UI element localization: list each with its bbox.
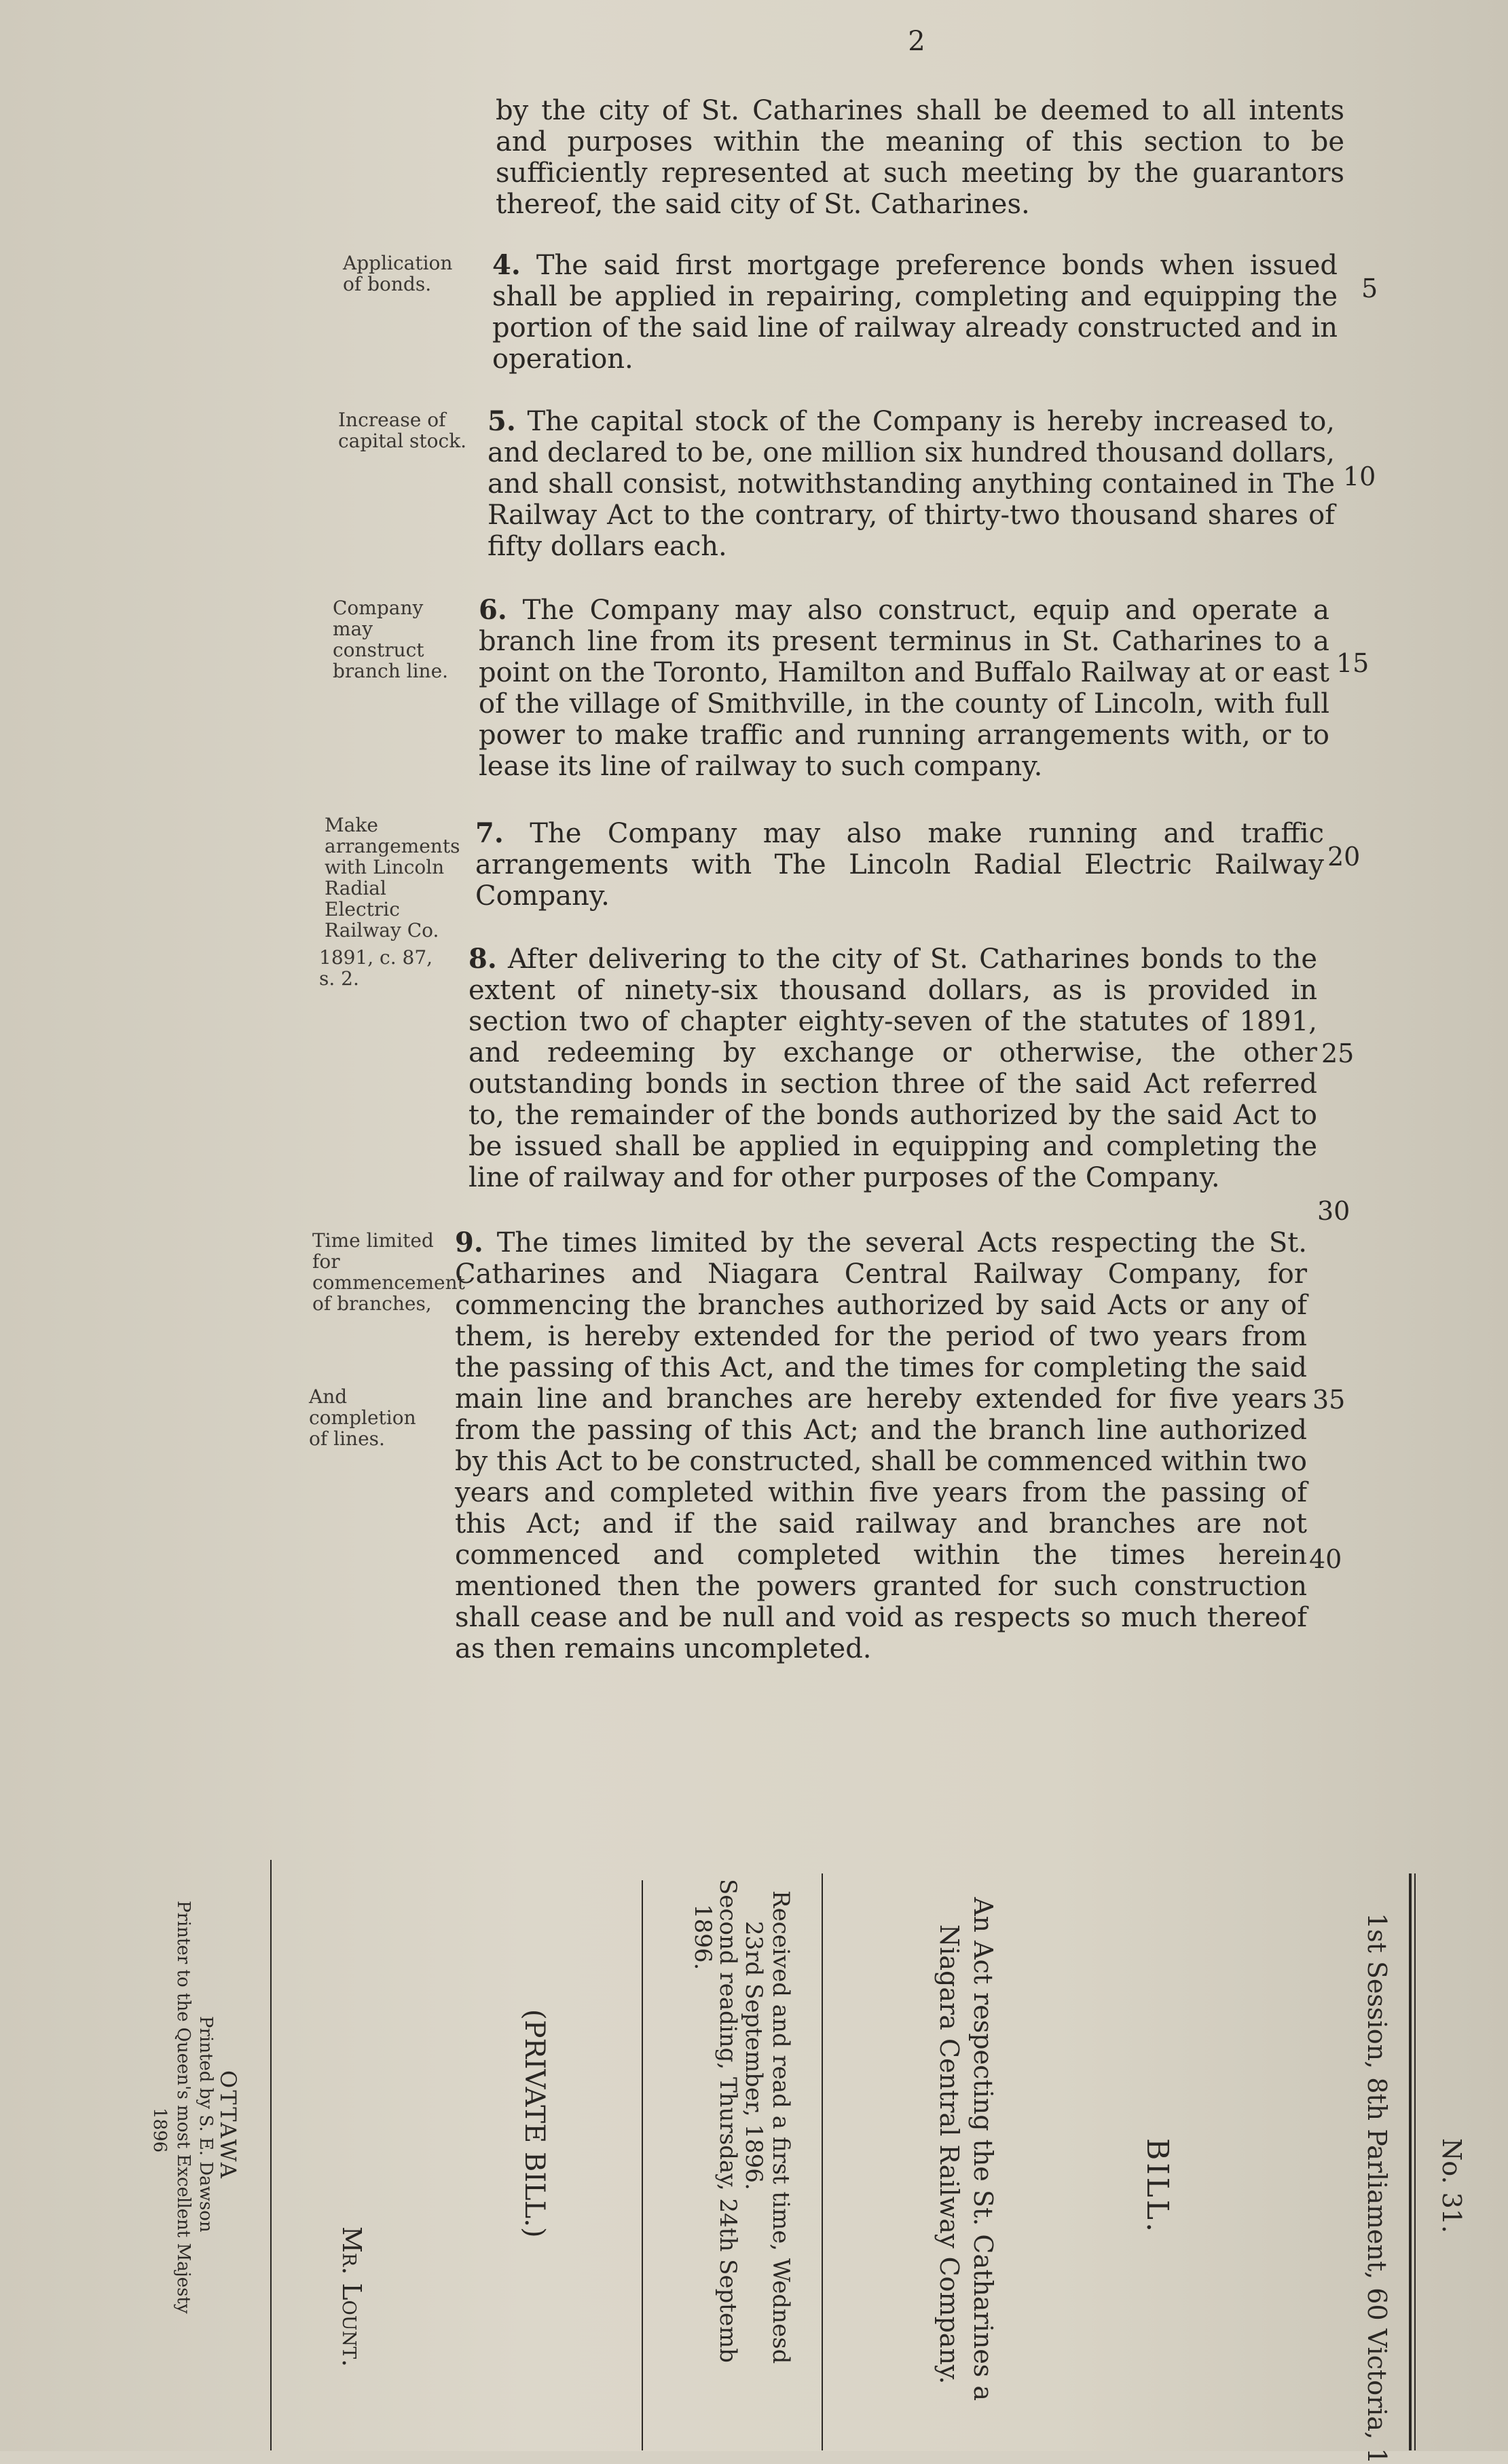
imprint-title: Printer to the Queen's most Excellent Majesty bbox=[173, 1901, 194, 2314]
section-text: The Company may also construct, equip and operate a branch line from its present terminus in St. Catharines to a point on the Toronto, Hamilton and Buffalo Railway at or east of the village of Smithville, in the county of Lincoln, with full power to make traffic and running arrangements with, or to lease its line of railway to such company. bbox=[479, 595, 1329, 782]
section-4 bbox=[492, 250, 1338, 375]
rule-double-a bbox=[1409, 1873, 1412, 2450]
rule-left bbox=[642, 1880, 643, 2450]
line-number: 25 bbox=[1321, 1039, 1355, 1068]
section-9 bbox=[455, 1227, 1307, 1664]
margin-note-8: 1891, c. 87, s. 2. bbox=[319, 946, 433, 990]
section-7 bbox=[475, 818, 1324, 912]
margin-note-6: Company may construct branch line. bbox=[333, 597, 449, 682]
section-number: 8. bbox=[468, 943, 497, 975]
section-number: 7. bbox=[475, 817, 504, 849]
imprint-year: 1896 bbox=[149, 2108, 170, 2153]
section-number: 6. bbox=[479, 594, 507, 626]
bill-heading: BILL. bbox=[1140, 2138, 1175, 2235]
section-5 bbox=[488, 406, 1335, 562]
margin-note-4: Application of bonds. bbox=[343, 252, 453, 295]
private-bill-label: (PRIVATE BILL.) bbox=[519, 2009, 550, 2238]
rule-mid bbox=[822, 1873, 823, 2450]
section-text: After delivering to the city of St. Catharines bonds to the extent of ninety-six thousand dollars, as is provided in section two of chapter eighty-seven of the statutes of 1891, and redeeming by exchange or otherwise, the other outstanding bonds in section three of the said Act referred to, the remainder of the bonds authorized by the said Act to be issued shall be applied in equipping and completing the line of railway and for other purposes of the Company. bbox=[468, 944, 1317, 1193]
first-reading-line: Received and read a first time, Wednesd bbox=[767, 1890, 794, 2364]
rule-far-left bbox=[270, 1860, 272, 2450]
imprint-city: OTTAWA bbox=[215, 2070, 241, 2180]
second-reading-year: 1896. bbox=[689, 1904, 716, 1971]
margin-note-5: Increase of capital stock. bbox=[338, 409, 467, 452]
margin-note-9: Time limited for commencement of branches, bbox=[312, 1229, 465, 1315]
lead-paragraph: by the city of St. Catharines shall be deemed to all intents and purposes within the meaning of this section to be sufficiently represented at such meeting by the guarantors thereof, the said city of St. Catharines. bbox=[496, 95, 1344, 220]
section-6 bbox=[479, 595, 1329, 782]
line-number: 40 bbox=[1309, 1544, 1342, 1574]
section-text: The Company may also make running and traffic arrangements with The Lincoln Radial Electric Railway Company. bbox=[475, 818, 1325, 912]
section-text: The said first mortgage preference bonds when issued shall be applied in repairing, completing and equipping the portion of the said line of railway already constructed and in operation. bbox=[492, 250, 1338, 375]
line-number: 15 bbox=[1336, 648, 1369, 678]
line-number: 20 bbox=[1327, 842, 1361, 872]
section-text: The times limited by the several Acts respecting the St. Catharines and Niagara Central Railway Company, for commencing the branches authorized by said Acts or any of them, is hereby extended for the period of two years from the passing of this Act, and the times for completing the said main line and branches are hereby extended for five years from the passing of this Act; and the branch line authorized by this Act to be constructed, shall be commenced within two years and completed within five years from the passing of this Act; and if the said railway and branches are not commenced and completed within the times herein mentioned then the powers granted for such construction shall cease and be null and void as respects so much thereof as then remains uncompleted. bbox=[455, 1227, 1308, 1664]
line-number: 35 bbox=[1312, 1385, 1346, 1415]
rule-double-b bbox=[1414, 1873, 1416, 2450]
second-reading-line: Second reading, Thursday, 24th Septemb bbox=[714, 1879, 741, 2364]
act-title-line-2: Niagara Central Railway Company. bbox=[934, 1924, 964, 2385]
section-number: 9. bbox=[455, 1227, 483, 1258]
section-number: 4. bbox=[492, 249, 521, 281]
act-title-line-1: An Act respecting the St. Catharines a bbox=[968, 1897, 998, 2402]
imprint-printer: Printed by S. E. Dawson bbox=[196, 2016, 216, 2233]
margin-note-9b: And completion of lines. bbox=[309, 1385, 416, 1450]
section-text: The capital stock of the Company is hereby increased to, and declared to be, one million six hundred thousand dollars, and shall consist, notwithstanding anything contained in The Railway Act to the contrary, of thirty-two thousand shares of fifty dollars each. bbox=[488, 406, 1335, 562]
member-name: Mr. Lount. bbox=[337, 2226, 367, 2368]
bill-number: No. 31. bbox=[1437, 2138, 1467, 2234]
line-number: 30 bbox=[1317, 1196, 1350, 1226]
margin-note-7: Make arrangements with Lincoln Radial Electric Railway Co. bbox=[325, 814, 460, 941]
page-number: 2 bbox=[908, 26, 925, 57]
section-8 bbox=[468, 944, 1317, 1193]
first-reading-date: 23rd September, 1896. bbox=[740, 1921, 767, 2190]
session-line: 1st Session, 8th Parliament, 60 Victoria, 1 bbox=[1362, 1913, 1392, 2464]
line-number: 10 bbox=[1343, 462, 1376, 491]
line-number: 5 bbox=[1361, 274, 1378, 303]
section-number: 5. bbox=[488, 405, 516, 437]
